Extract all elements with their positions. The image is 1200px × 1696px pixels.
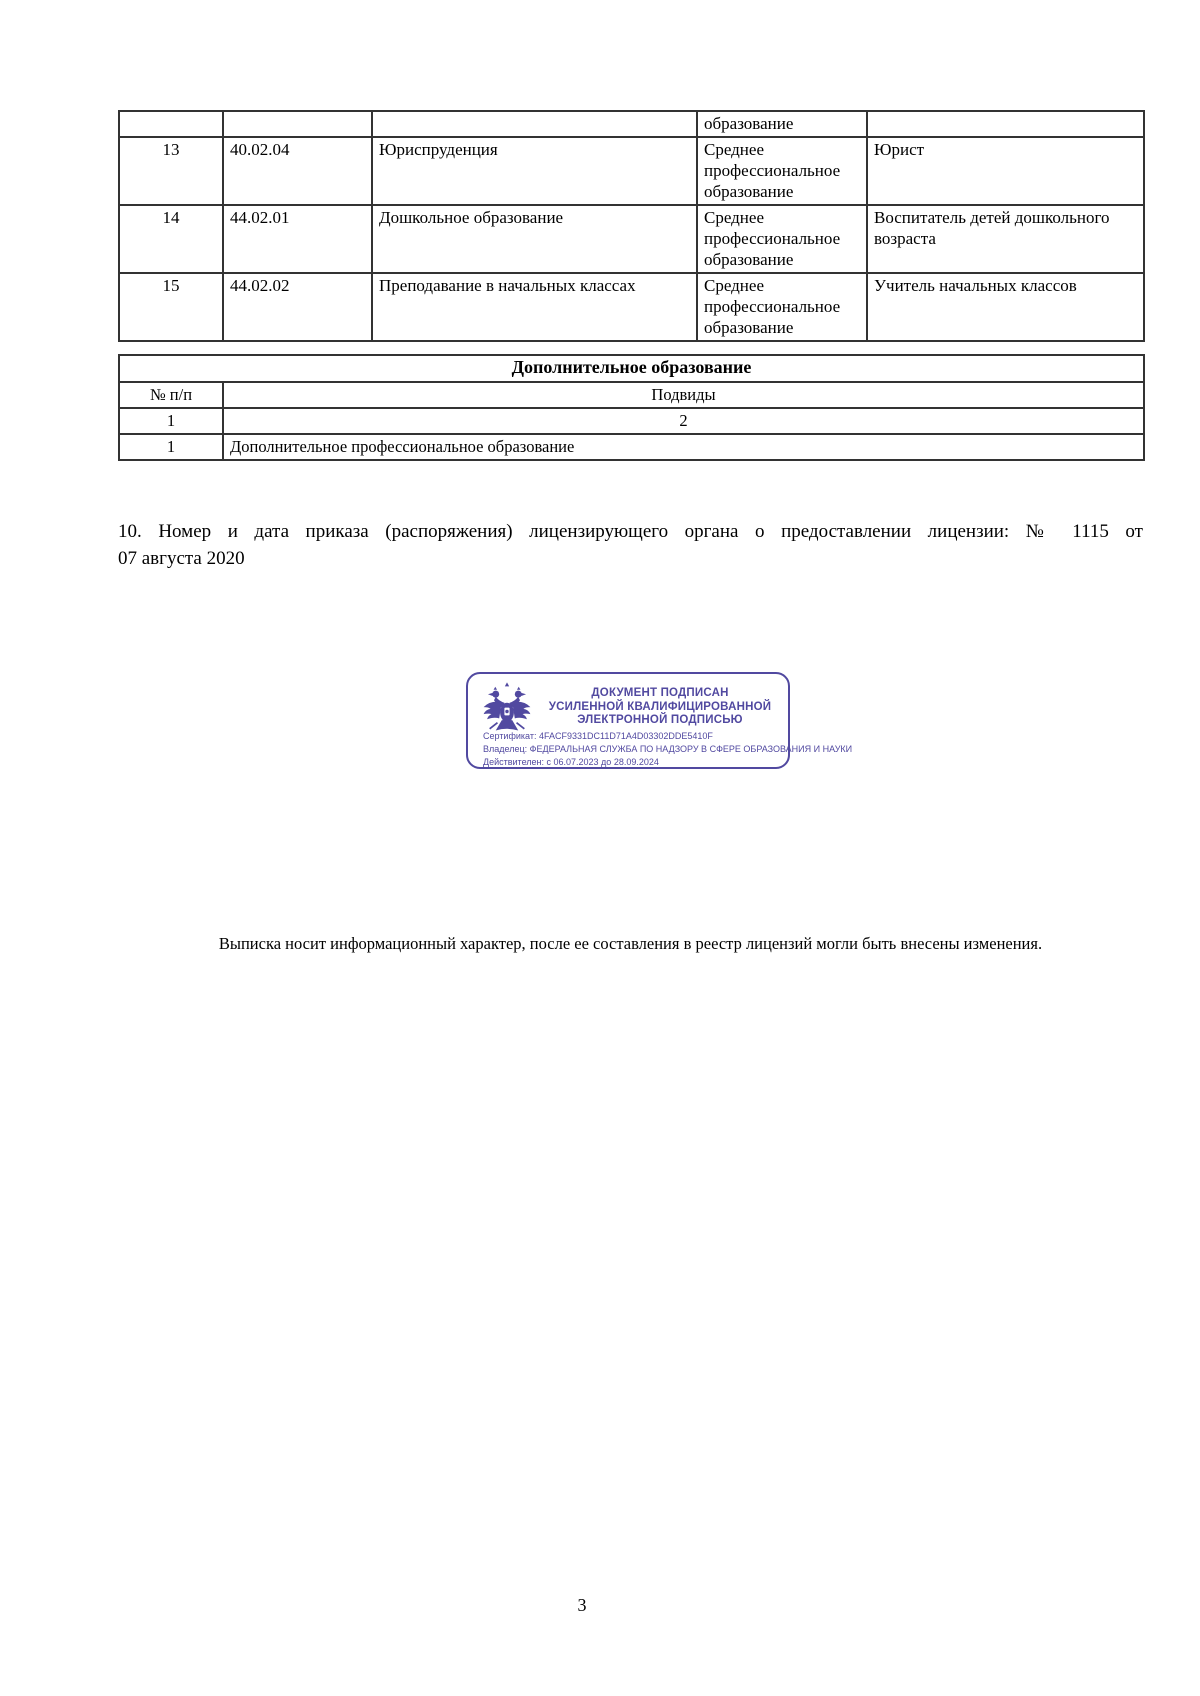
education-level-cell: Среднее профессиональное образование (697, 273, 867, 341)
program-name-cell: Дошкольное образование (372, 205, 697, 273)
table-row (119, 137, 1144, 205)
header-subtypes-cell: Подвиды (223, 382, 1144, 408)
validity-line: Действителен: с 06.07.2023 до 28.09.2024 (483, 757, 659, 767)
qualification-cell: Юрист (867, 137, 1144, 205)
table-title: Дополнительное образование (119, 355, 1144, 382)
header-number-cell: № п/п (119, 382, 223, 408)
education-level-cell: Среднее профессиональное образование (697, 205, 867, 273)
page-number: 3 (577, 1595, 587, 1615)
stamp-title-line1: ДОКУМЕНТ ПОДПИСАН (591, 687, 729, 699)
clause-10-line2: 07 августа 2020 (118, 548, 245, 569)
column-number-cell: 2 (223, 408, 1144, 434)
row-number-cell: 13 (119, 137, 223, 205)
table-title-row (119, 355, 1144, 382)
program-code-cell: 40.02.04 (223, 137, 372, 205)
owner-line: Владелец: ФЕДЕРАЛЬНАЯ СЛУЖБА ПО НАДЗОРУ В СФЕРЕ ОБРАЗОВАНИЯ И НАУКИ (483, 744, 853, 754)
table-row (119, 273, 1144, 341)
education-level-cell: образование (697, 111, 867, 137)
row-number-cell: 15 (119, 273, 223, 341)
stamp-title-line2: УСИЛЕННОЙ КВАЛИФИЦИРОВАННОЙ (548, 700, 772, 713)
table-row-continuation (119, 111, 1144, 137)
stamp-title (538, 687, 782, 728)
stamp-details (483, 730, 853, 769)
qualification-cell: Учитель начальных классов (867, 273, 1144, 341)
program-code-cell (223, 111, 372, 137)
row-number-cell: 14 (119, 205, 223, 273)
table-row (119, 205, 1144, 273)
program-name-cell: Преподавание в начальных классах (372, 273, 697, 341)
stamp-title-line3: ЭЛЕКТРОННОЙ ПОДПИСЬЮ (577, 714, 743, 726)
electronic-signature-stamp (466, 672, 853, 769)
clause-10-line1: 10. Номер и дата приказа (распоряжения) лицензирующего органа о предоставлении лицензии: № 1115 от (118, 521, 1143, 542)
program-code-cell: 44.02.02 (223, 273, 372, 341)
column-numbers-row (119, 408, 1144, 434)
certificate-line: Сертификат: 4FACF9331DC11D71A4D03302DDE5410F (483, 731, 713, 741)
qualification-cell: Воспитатель детей дошкольного возраста (867, 205, 1144, 273)
table-row (119, 434, 1144, 460)
program-name-cell (372, 111, 697, 137)
additional-education-table (118, 354, 1145, 461)
row-number-cell (119, 111, 223, 137)
qualification-cell (867, 111, 1144, 137)
program-name-cell: Юриспруденция (372, 137, 697, 205)
row-number-cell: 1 (119, 434, 223, 460)
education-level-cell: Среднее профессиональное образование (697, 137, 867, 205)
informational-note: Выписка носит информационный характер, после ее составления в реестр лицензий могли быть внесены изменения. (218, 934, 1043, 953)
clause-10-order-info (118, 518, 1143, 572)
table-header-row (119, 382, 1144, 408)
column-number-cell: 1 (119, 408, 223, 434)
education-programs-table (118, 110, 1145, 342)
subtype-cell: Дополнительное профессиональное образование (223, 434, 1144, 460)
program-code-cell: 44.02.01 (223, 205, 372, 273)
